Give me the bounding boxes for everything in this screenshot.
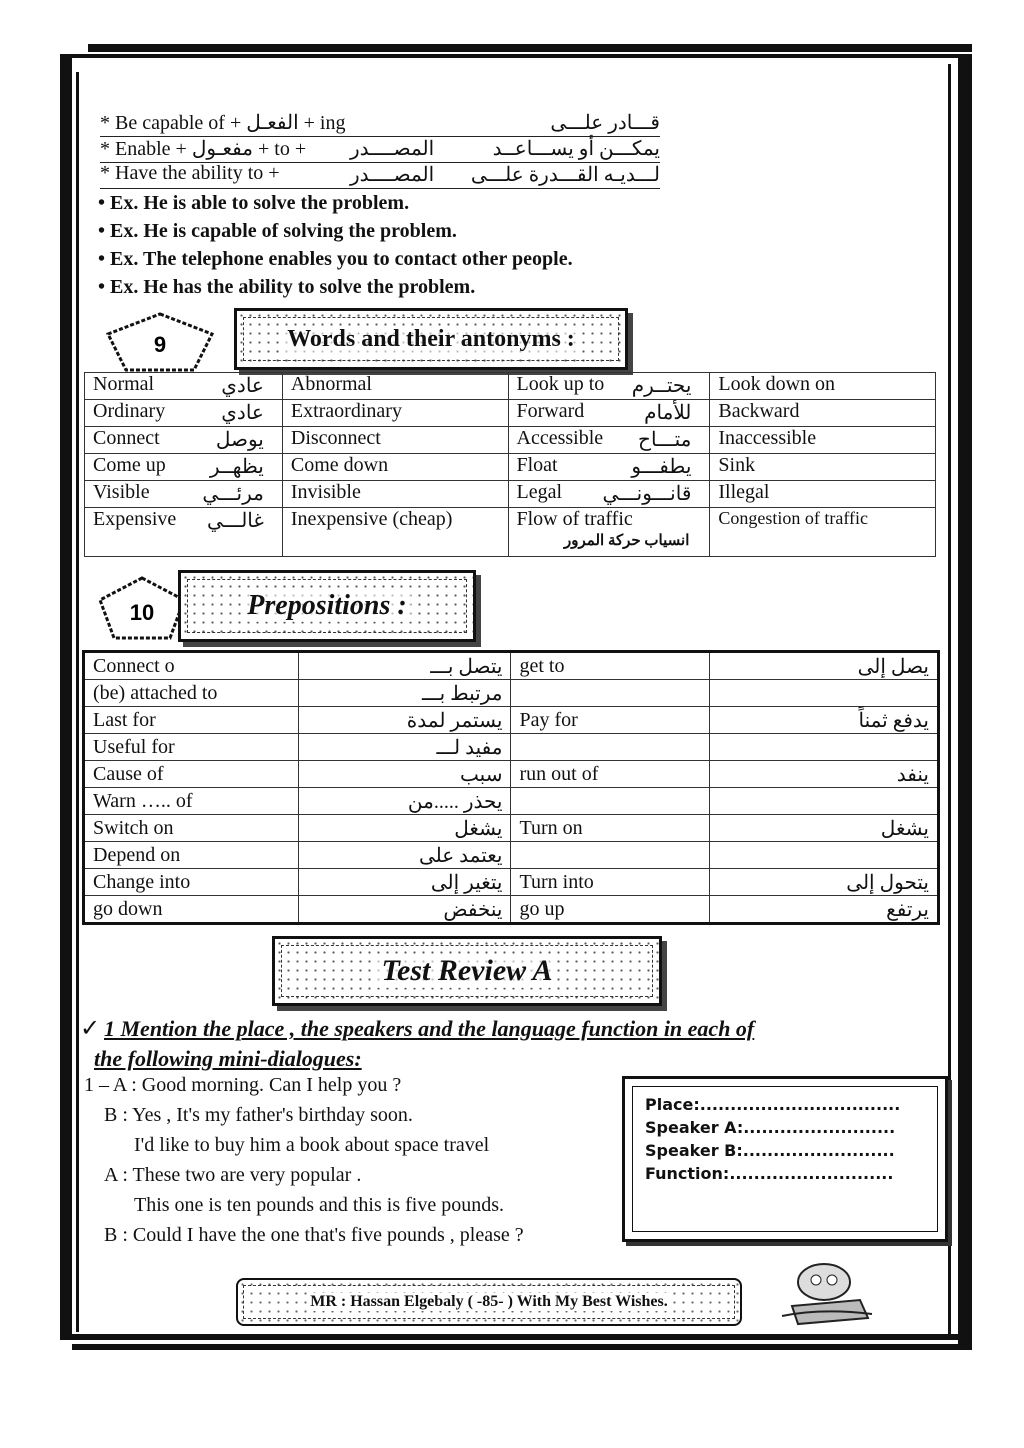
word-english: Normal [93, 373, 155, 395]
word-cell [85, 400, 283, 427]
word-cell [508, 508, 710, 557]
antonym-cell: Inaccessible [710, 427, 936, 454]
usage-arabic-mid: المصــــدر [350, 164, 435, 186]
preposition-english: Last for [84, 707, 299, 734]
word-english: Come up [93, 454, 166, 476]
antonym-row [85, 373, 936, 400]
word-arabic: عادي [221, 402, 264, 424]
preposition-arabic: يحذر .....من [298, 788, 511, 815]
usage-arabic: قـــادر علـــى [550, 112, 660, 134]
word-english: Visible [93, 481, 150, 503]
footer-text: MR : Hassan Elgebaly ( -85- ) With My Best Wishes. [310, 1293, 668, 1310]
preposition-arabic: مفيد لـــ [298, 734, 511, 761]
prepositions-table [82, 650, 940, 925]
word-english: Legal [516, 481, 563, 503]
word-cell [85, 427, 283, 454]
preposition-row [84, 788, 939, 815]
preposition-english: Switch on [84, 815, 299, 842]
preposition-row [84, 707, 939, 734]
preposition-english: Turn on [511, 815, 710, 842]
section-title: Words and their antonyms : [283, 326, 579, 353]
preposition-english [511, 842, 710, 869]
preposition-row [84, 761, 939, 788]
dialogue-line: B : Could I have the one that's five pounds , please ? [104, 1224, 524, 1246]
usage-arabic-mid: المصــــدر [350, 138, 435, 160]
word-arabic: قانـــونـــي [602, 483, 692, 505]
preposition-arabic [710, 842, 939, 869]
preposition-english: Warn ….. of [84, 788, 299, 815]
word-english: Forward [516, 400, 585, 422]
preposition-arabic [710, 680, 939, 707]
worksheet-page [78, 66, 954, 1338]
word-english: Ordinary [93, 400, 166, 422]
preposition-arabic: ينفد [710, 761, 939, 788]
antonym-cell: Extraordinary [282, 400, 508, 427]
test-review-title: Test Review A [377, 954, 556, 988]
word-arabic: يوصل [215, 429, 264, 451]
word-arabic: انسياب حركة المرور [564, 533, 690, 549]
preposition-row [84, 734, 939, 761]
footer-banner [236, 1278, 742, 1326]
preposition-row [84, 652, 939, 680]
antonym-cell: Invisible [282, 481, 508, 508]
antonym-cell: Sink [710, 454, 936, 481]
preposition-arabic [710, 734, 939, 761]
preposition-english: Depend on [84, 842, 299, 869]
word-cell [508, 454, 710, 481]
preposition-english: run out of [511, 761, 710, 788]
preposition-row [84, 869, 939, 896]
word-arabic: يحتــرم [631, 375, 692, 397]
preposition-english: go down [84, 896, 299, 924]
preposition-arabic: ينخفض [298, 896, 511, 924]
antonym-row [85, 427, 936, 454]
preposition-english: go up [511, 896, 710, 924]
word-english: Flow of traffic [516, 508, 633, 530]
word-arabic: مرئـــي [202, 483, 264, 505]
example-sentence: • Ex. He has the ability to solve the problem. [98, 276, 476, 298]
word-cell [508, 373, 710, 400]
question-instruction: 1 Mention the place , the speakers and the language function in each of [104, 1016, 755, 1041]
preposition-english: Change into [84, 869, 299, 896]
word-cell [85, 481, 283, 508]
antonym-cell: Abnormal [282, 373, 508, 400]
dialogue-line: 1 – A : Good morning. Can I help you ? [84, 1074, 402, 1096]
preposition-english: Useful for [84, 734, 299, 761]
section-title-box [178, 570, 476, 642]
preposition-arabic: مرتبط بـــ [298, 680, 511, 707]
antonym-cell: Illegal [710, 481, 936, 508]
dialogue-line: A : These two are very popular . [104, 1164, 362, 1186]
preposition-english: get to [511, 652, 710, 680]
preposition-english: (be) attached to [84, 680, 299, 707]
preposition-arabic [710, 788, 939, 815]
preposition-arabic: يرتفع [710, 896, 939, 924]
word-arabic: للأمام [644, 402, 692, 424]
section-number-badge [96, 574, 188, 642]
preposition-english [511, 734, 710, 761]
word-english: Accessible [516, 427, 604, 449]
preposition-row [84, 815, 939, 842]
preposition-english: Connect o [84, 652, 299, 680]
section-number-badge [104, 310, 216, 374]
preposition-row [84, 842, 939, 869]
word-english: Look up to [516, 373, 605, 395]
word-cell [508, 427, 710, 454]
preposition-arabic: يشغل [710, 815, 939, 842]
word-arabic: غالـــي [206, 510, 264, 532]
antonyms-table [84, 372, 936, 557]
antonym-cell: Look down on [710, 373, 936, 400]
preposition-arabic: يستمر لمدة [298, 707, 511, 734]
word-cell [85, 508, 283, 557]
example-sentence: • Ex. He is capable of solving the problem. [98, 220, 457, 242]
preposition-english [511, 680, 710, 707]
preposition-english: Turn into [511, 869, 710, 896]
preposition-arabic: يعتمد على [298, 842, 511, 869]
preposition-arabic: يشغل [298, 815, 511, 842]
preposition-arabic: يتغير إلى [298, 869, 511, 896]
dialogue-line: I'd like to buy him a book about space travel [134, 1134, 490, 1156]
preposition-arabic: يتصل بـــ [298, 652, 511, 680]
word-cell [85, 454, 283, 481]
usage-english: * Be capable of + الفعـل + ing [100, 112, 346, 134]
example-sentence: • Ex. He is able to solve the problem. [98, 192, 410, 214]
word-english: Connect [93, 427, 160, 449]
antonym-cell: Congestion of traffic [710, 508, 936, 557]
section-title: Prepositions : [243, 590, 410, 622]
usage-line [100, 162, 660, 189]
answer-field-function[interactable]: Function:........................... [645, 1164, 894, 1183]
antonym-cell: Disconnect [282, 427, 508, 454]
dialogue-line: B : Yes , It's my father's birthday soon. [104, 1104, 413, 1126]
antonym-row [85, 454, 936, 481]
example-sentence: • Ex. The telephone enables you to contact other people. [98, 248, 573, 270]
section-number: 9 [153, 332, 167, 357]
answer-field-speaker-a[interactable]: Speaker A:......................... [645, 1118, 896, 1137]
preposition-english [511, 788, 710, 815]
antonym-row [85, 481, 936, 508]
preposition-arabic: يتحول إلى [710, 869, 939, 896]
preposition-row [84, 680, 939, 707]
word-arabic: يظهــر [209, 456, 264, 478]
dialogue-line: This one is ten pounds and this is five pounds. [134, 1194, 504, 1216]
preposition-arabic: يدفع ثمناً [710, 707, 939, 734]
cartoon-reader-icon [772, 1256, 882, 1328]
usage-line [100, 110, 660, 137]
word-cell [508, 400, 710, 427]
check-mark-icon: ✓ [80, 1016, 101, 1042]
preposition-english: Cause of [84, 761, 299, 788]
word-arabic: عادي [221, 375, 264, 397]
preposition-arabic: سبب [298, 761, 511, 788]
antonym-row [85, 400, 936, 427]
word-cell [85, 373, 283, 400]
section-number: 10 [129, 600, 155, 625]
answer-field-place[interactable]: Place:................................. [645, 1095, 901, 1114]
word-arabic: يطفـــو [631, 456, 692, 478]
question-instruction: the following mini-dialogues: [94, 1046, 362, 1071]
usage-line [100, 136, 660, 163]
usage-arabic: يمكـــن أو يســـاعــد [492, 138, 660, 160]
test-review-title-box [272, 936, 662, 1006]
usage-english: * Enable + مفعـول + to + [100, 138, 307, 160]
word-english: Expensive [93, 508, 177, 530]
preposition-row [84, 896, 939, 924]
preposition-english: Pay for [511, 707, 710, 734]
usage-arabic: لـــديـه القـــدرة علـــى [470, 164, 660, 186]
word-english: Float [516, 454, 558, 476]
section-title-box [234, 308, 628, 370]
antonym-row [85, 508, 936, 557]
preposition-arabic: يصل إلى [710, 652, 939, 680]
antonym-cell: Inexpensive (cheap) [282, 508, 508, 557]
word-arabic: متـــاح [638, 429, 692, 451]
antonym-cell: Come down [282, 454, 508, 481]
answer-field-speaker-b[interactable]: Speaker B:......................... [645, 1141, 895, 1160]
antonym-cell: Backward [710, 400, 936, 427]
answer-box [622, 1076, 948, 1242]
word-cell [508, 481, 710, 508]
usage-english: * Have the ability to + [100, 162, 280, 184]
